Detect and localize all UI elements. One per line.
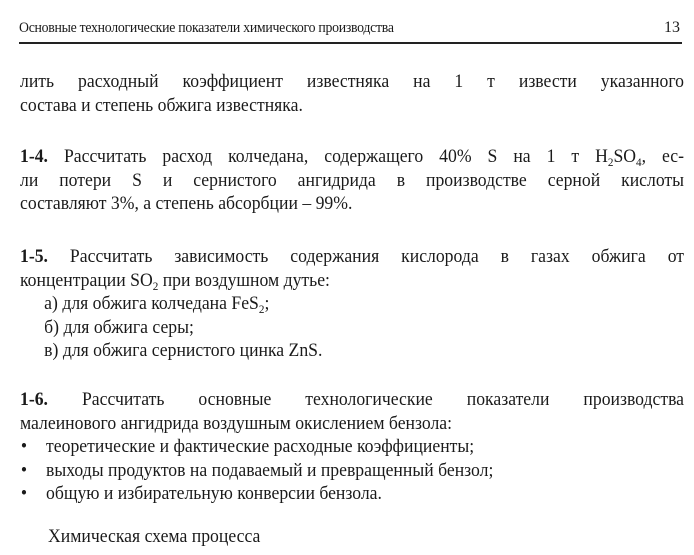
bullet-icon: •	[20, 483, 28, 504]
bullet-icon: •	[20, 459, 28, 481]
bullet-item: • теоретические и фактические расходные коэффициенты;	[20, 436, 475, 457]
text-line: составляют 3%, а степень абсорбции – 99%.	[20, 193, 353, 214]
problem-1-5	[20, 245, 685, 363]
sub-item-c: в) для обжига сернистого цинка ZnS.	[44, 340, 323, 361]
subheading: Химическая схема процесса	[48, 526, 261, 547]
text-line: лить расходный коэффициент известняка на 1 т извести указанного	[20, 71, 685, 92]
page-number: 13	[664, 19, 680, 36]
bullet-item: • общую и избирательную конверсии бензола.	[20, 483, 382, 504]
bullet-item: • выходы продуктов на подаваемый и превращенный бензол;	[20, 459, 494, 481]
problem-number: 1-4.	[20, 146, 48, 167]
text-line: состава и степень обжига известняка.	[20, 94, 303, 116]
continuation-paragraph	[20, 70, 685, 117]
problem-number: 1-5.	[20, 246, 48, 267]
sub-item-b: б) для обжига серы;	[44, 316, 194, 338]
running-header	[19, 18, 682, 44]
problem-1-6	[20, 388, 685, 506]
problem-1-4	[20, 145, 685, 216]
problem-number: 1-6.	[20, 389, 48, 410]
text-line: ли потери S и сернистого ангидрида в производстве серной кислоты	[20, 169, 685, 191]
text-line: 1-4. Рассчитать расход колчедана, содержащего 40% S на 1 т $H_2SO_4$, ес-	[20, 146, 685, 169]
text-line: 1-5. Рассчитать зависимость содержания кислорода в газах обжига от	[20, 246, 685, 267]
bullet-icon: •	[20, 436, 28, 457]
text-line: малеинового ангидрида воздушным окислением бензола:	[20, 412, 453, 434]
header-title: Основные технологические показатели химического производства	[19, 20, 394, 36]
text-line: 1-6. Рассчитать основные технологические показатели производства	[20, 389, 685, 410]
text-line: концентрации $SO_2$ при воздушном дутье:	[20, 269, 330, 293]
sub-item-a: а) для обжига колчедана FeS$_2$;	[44, 293, 270, 316]
